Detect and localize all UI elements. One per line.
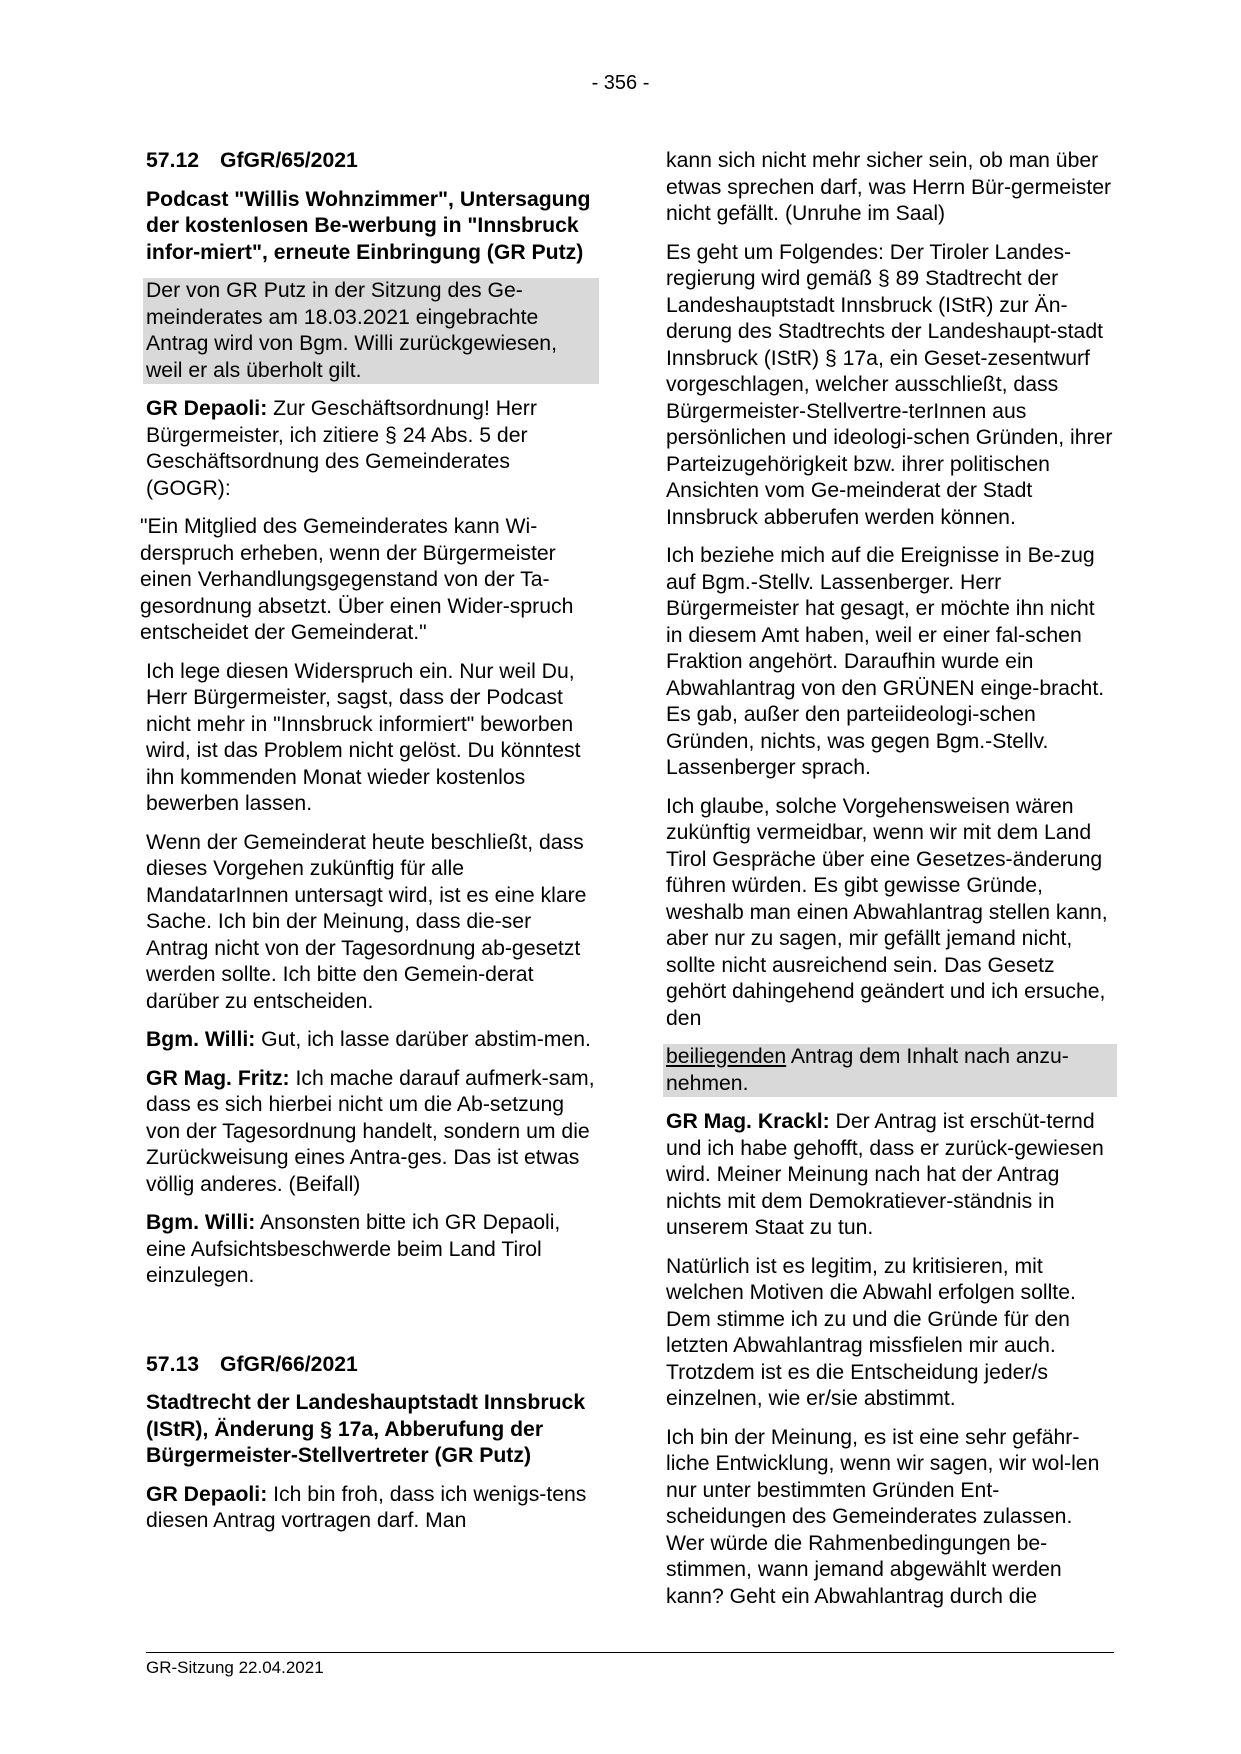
paragraph xyxy=(146,1482,596,1535)
highlighted-note xyxy=(663,1044,1117,1097)
section-spacer xyxy=(146,1302,596,1352)
paragraph: Ich bin der Meinung, es ist eine sehr gefähr-liche Entwicklung, wenn wir sagen, wir wol-len nur unter bestimmten Gründen Ent-scheidungen des Gemeinderates zulassen. Wer würde die Rahmenbedingungen be-stimmen, wann jemand abgewählt werden kann? Geht ein Abwahlantrag durch die xyxy=(666,1425,1100,1608)
left-column xyxy=(140,148,596,1547)
agenda-item-number: 57.13 xyxy=(146,1352,200,1376)
paragraph xyxy=(146,1066,596,1199)
attachment-link[interactable]: beiliegenden xyxy=(666,1045,787,1068)
agenda-item-heading xyxy=(146,148,596,175)
paragraph xyxy=(666,1109,1114,1242)
speaker-name: GR Mag. Krackl: xyxy=(666,1110,830,1133)
paragraph: Ich beziehe mich auf die Ereignisse in Be-zug auf Bgm.-Stellv. Lassenberger. Herr Bürgermeister hat gesagt, er möchte ihn nicht in diesem Amt haben, weil er einer fal-schen Fraktion angehört. Daraufhin wurde ein Abwahlantrag von den GRÜNEN einge-bracht. Es gab, außer den parteiideologi-schen Gründen, nichts, was gegen Bgm.-Stellv. Lassenberger sprach. xyxy=(666,544,1105,779)
highlighted-note: Der von GR Putz in der Sitzung des Ge-meinderates am 18.03.2021 eingebrachte Antrag wird von Bgm. Willi zurückgewiesen, weil er als überholt gilt. xyxy=(143,278,599,384)
paragraph: Ich glaube, solche Vorgehensweisen wären zukünftig vermeidbar, wenn wir mit dem Land Tirol Gespräche über eine Gesetzes-änderung führen würden. Es gibt gewisse Gründe, weshalb man einen Abwahlantrag stellen kann, aber nur zu sagen, mir gefällt jemand nicht, sollte nicht ausreichend sein. Das Gesetz gehört dahingehend geändert und ich ersuche, den xyxy=(666,794,1108,1030)
paragraph xyxy=(146,396,596,502)
paragraph: Natürlich ist es legitim, zu kritisieren, mit welchen Motiven die Abwahl erfolgen sollte. Dem stimme ich zu und die Gründe für den letzten Abwahlantrag missfielen mir auch. Trotzdem ist es die Entscheidung jeder/s einzelnen, wie er/sie abstimmt. xyxy=(666,1254,1076,1410)
speech-text: Zur Geschäftsordnung! Herr Bürgermeister, ich zitiere § 24 Abs. 5 der Geschäftsordnung des Gemeinderates (GOGR): xyxy=(146,397,537,500)
speaker-name: Bgm. Willi: xyxy=(146,1028,256,1051)
page-number: - 356 - xyxy=(591,72,650,94)
speaker-name: GR Depaoli: xyxy=(146,397,268,420)
quoted-rule: "Ein Mitglied des Gemeinderates kann Wi-derspruch erheben, wenn der Bürgermeister einen Verhandlungsgegenstand von der Ta-gesordnung absetzt. Über einen Wider-spruch entscheidet der Gemeinderat." xyxy=(140,515,574,644)
speech-text: Der Antrag ist erschüt-ternd und ich habe gehofft, dass er zurück-gewiesen wird. Meiner Meinung nach hat der Antrag nichts mit dem Demokratiever-ständnis in unserem Staat zu tun. xyxy=(666,1110,1104,1239)
agenda-item-number: 57.12 xyxy=(146,149,200,172)
agenda-item-code: GfGR/65/2021 xyxy=(220,149,358,172)
agenda-item-heading xyxy=(146,1352,596,1379)
speech-text: Ansonsten bitte ich GR Depaoli, eine Aufsichtsbeschwerde beim Land Tirol einzulegen. xyxy=(146,1211,561,1287)
paragraph: kann sich nicht mehr sicher sein, ob man über etwas sprechen darf, was Herrn Bür-germeister nicht gefällt. (Unruhe im Saal) xyxy=(666,149,1112,225)
paragraph xyxy=(146,1210,596,1290)
paragraph: Ich lege diesen Widerspruch ein. Nur weil Du, Herr Bürgermeister, sagst, dass der Podcast nicht mehr in "Innsbruck informiert" beworben wird, ist das Problem nicht gelöst. Du könntest ihn kommenden Monat wieder kostenlos bewerben lassen. xyxy=(146,659,581,815)
speaker-name: GR Mag. Fritz: xyxy=(146,1066,290,1090)
speaker-name: Bgm. Willi: xyxy=(146,1211,256,1234)
paragraph: Es geht um Folgendes: Der Tiroler Landes-regierung wird gemäß § 89 Stadtrecht der Landeshauptstadt Innsbruck (IStR) zur Än-derung des Stadtrechts der Landeshaupt-stadt Innsbruck (IStR) § 17a, ein Geset-zesentwurf vorgeschlagen, welcher ausschließt, dass Bürgermeister-Stellvertre-terInnen aus persönlichen und ideologi-schen Gründen, ihrer Parteizugehörigkeit bzw. ihrer politischen Ansichten vom Ge-meinderat der Stadt Innsbruck abberufen werden können. xyxy=(666,240,1113,529)
speech-text: Ich mache darauf aufmerk-sam, dass es sich hierbei nicht um die Ab-setzung von der Tagesordnung handelt, sondern um die Zurückweisung eines Antra-ges. Das ist etwas völlig anderes. (Beifall) xyxy=(146,1066,595,1196)
agenda-item-code: GfGR/66/2021 xyxy=(220,1352,358,1376)
note-text: Antrag dem Inhalt nach anzu-nehmen. xyxy=(666,1045,1069,1095)
footer-divider xyxy=(146,1652,1114,1653)
footer-text: GR-Sitzung 22.04.2021 xyxy=(146,1658,324,1677)
speech-text: Gut, ich lasse darüber abstim-men. xyxy=(255,1028,591,1051)
right-column xyxy=(666,148,1114,1622)
agenda-item-title: Podcast "Willis Wohnzimmer", Untersagung der kostenlosen Be-werbung in "Innsbruck infor-miert", erneute Einbringung (GR Putz) xyxy=(146,187,591,264)
agenda-item-title: Stadtrecht der Landeshauptstadt Innsbruck (IStR), Änderung § 17a, Abberufung der Bürgermeister-Stellvertreter (GR Putz) xyxy=(146,1391,586,1467)
paragraph xyxy=(146,1027,596,1054)
speech-text: Ich bin froh, dass ich wenigs-tens diesen Antrag vortragen darf. Man xyxy=(146,1482,587,1532)
speaker-name: GR Depaoli: xyxy=(146,1482,268,1506)
paragraph: Wenn der Gemeinderat heute beschließt, dass dieses Vorgehen zukünftig für alle MandatarInnen untersagt wird, ist es eine klare Sache. Ich bin der Meinung, dass die-ser Antrag nicht von der Tagesordnung ab-gesetzt werden sollte. Ich bitte den Gemein-derat darüber zu entscheiden. xyxy=(146,830,587,1013)
